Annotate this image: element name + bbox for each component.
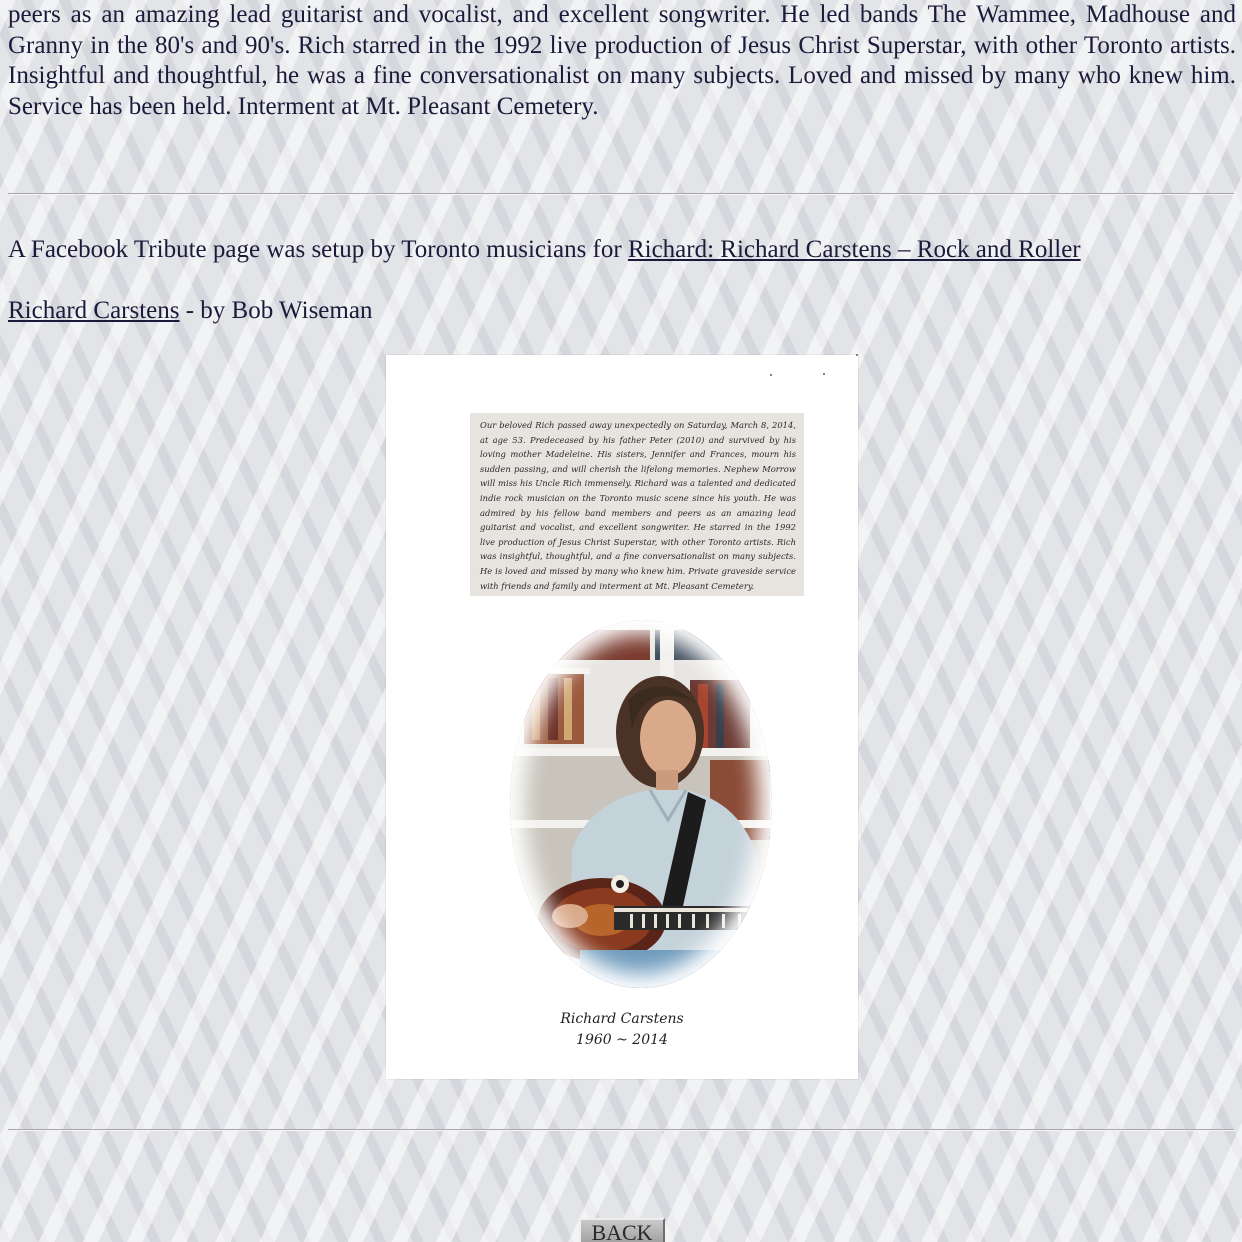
- tribute-prefix: A Facebook Tribute page was setup by Toronto musicians for: [8, 236, 628, 263]
- scan-speck: [770, 374, 772, 376]
- memorial-card-image: [386, 355, 858, 1079]
- back-button[interactable]: BACK: [579, 1218, 665, 1242]
- article-author: - by Bob Wiseman: [179, 297, 373, 324]
- horizontal-rule-top: [8, 193, 1234, 195]
- facebook-tribute-link[interactable]: Richard: Richard Carstens – Rock and Roller: [627, 236, 1081, 263]
- musician-photo: [510, 620, 772, 988]
- obituary-text: peers as an amazing lead guitarist and vocalist, and excellent songwriter. He led bands The Wammee, Madhouse and Granny in the 80's and 90's. Rich starred in the 1992 live production of Jesus Christ Superstar, with other Toronto artists. Insightful and thoughtful, he was a fine conversationalist on many subjects. Loved and missed by many who knew him. Service has been held. Interment at Mt. Pleasant Cemetery.: [8, 1, 1236, 120]
- memorial-card-dates: 1960 ~ 2014: [576, 1032, 668, 1048]
- scan-speck: [856, 354, 858, 356]
- article-line: [8, 296, 372, 326]
- scan-speck: [823, 373, 825, 375]
- richard-carstens-article-link[interactable]: Richard Carstens: [8, 297, 180, 324]
- horizontal-rule-bottom: [8, 1129, 1234, 1131]
- memorial-card-name: Richard Carstens: [560, 1011, 684, 1027]
- memorial-card-note: Our beloved Rich passed away unexpectedly on Saturday, March 8, 2014, at age 53. Predeceased by his father Peter (2010) and survived by his loving mother Madeleine. His sisters, Jennifer and Frances, mourn his sudden passing, and will cherish the lifelong memories. Nephew Morrow will miss his Uncle Rich immensely. Richard was a talented and dedicated indie rock musician on the Toronto music scene since his youth. He was admired by his fellow band members and peers as an amazing lead guitarist and vocalist, and excellent songwriter. He starred in the 1992 live production of Jesus Christ Superstar, with other Toronto artists. Rich was insightful, thoughtful, and a fine conversationalist on many subjects. He is loved and missed by many who knew him. Private graveside service with friends and family and interment at Mt. Pleasant Cemetery.: [470, 413, 804, 596]
- photo-vignette: [510, 620, 772, 988]
- tribute-line: [8, 235, 1081, 265]
